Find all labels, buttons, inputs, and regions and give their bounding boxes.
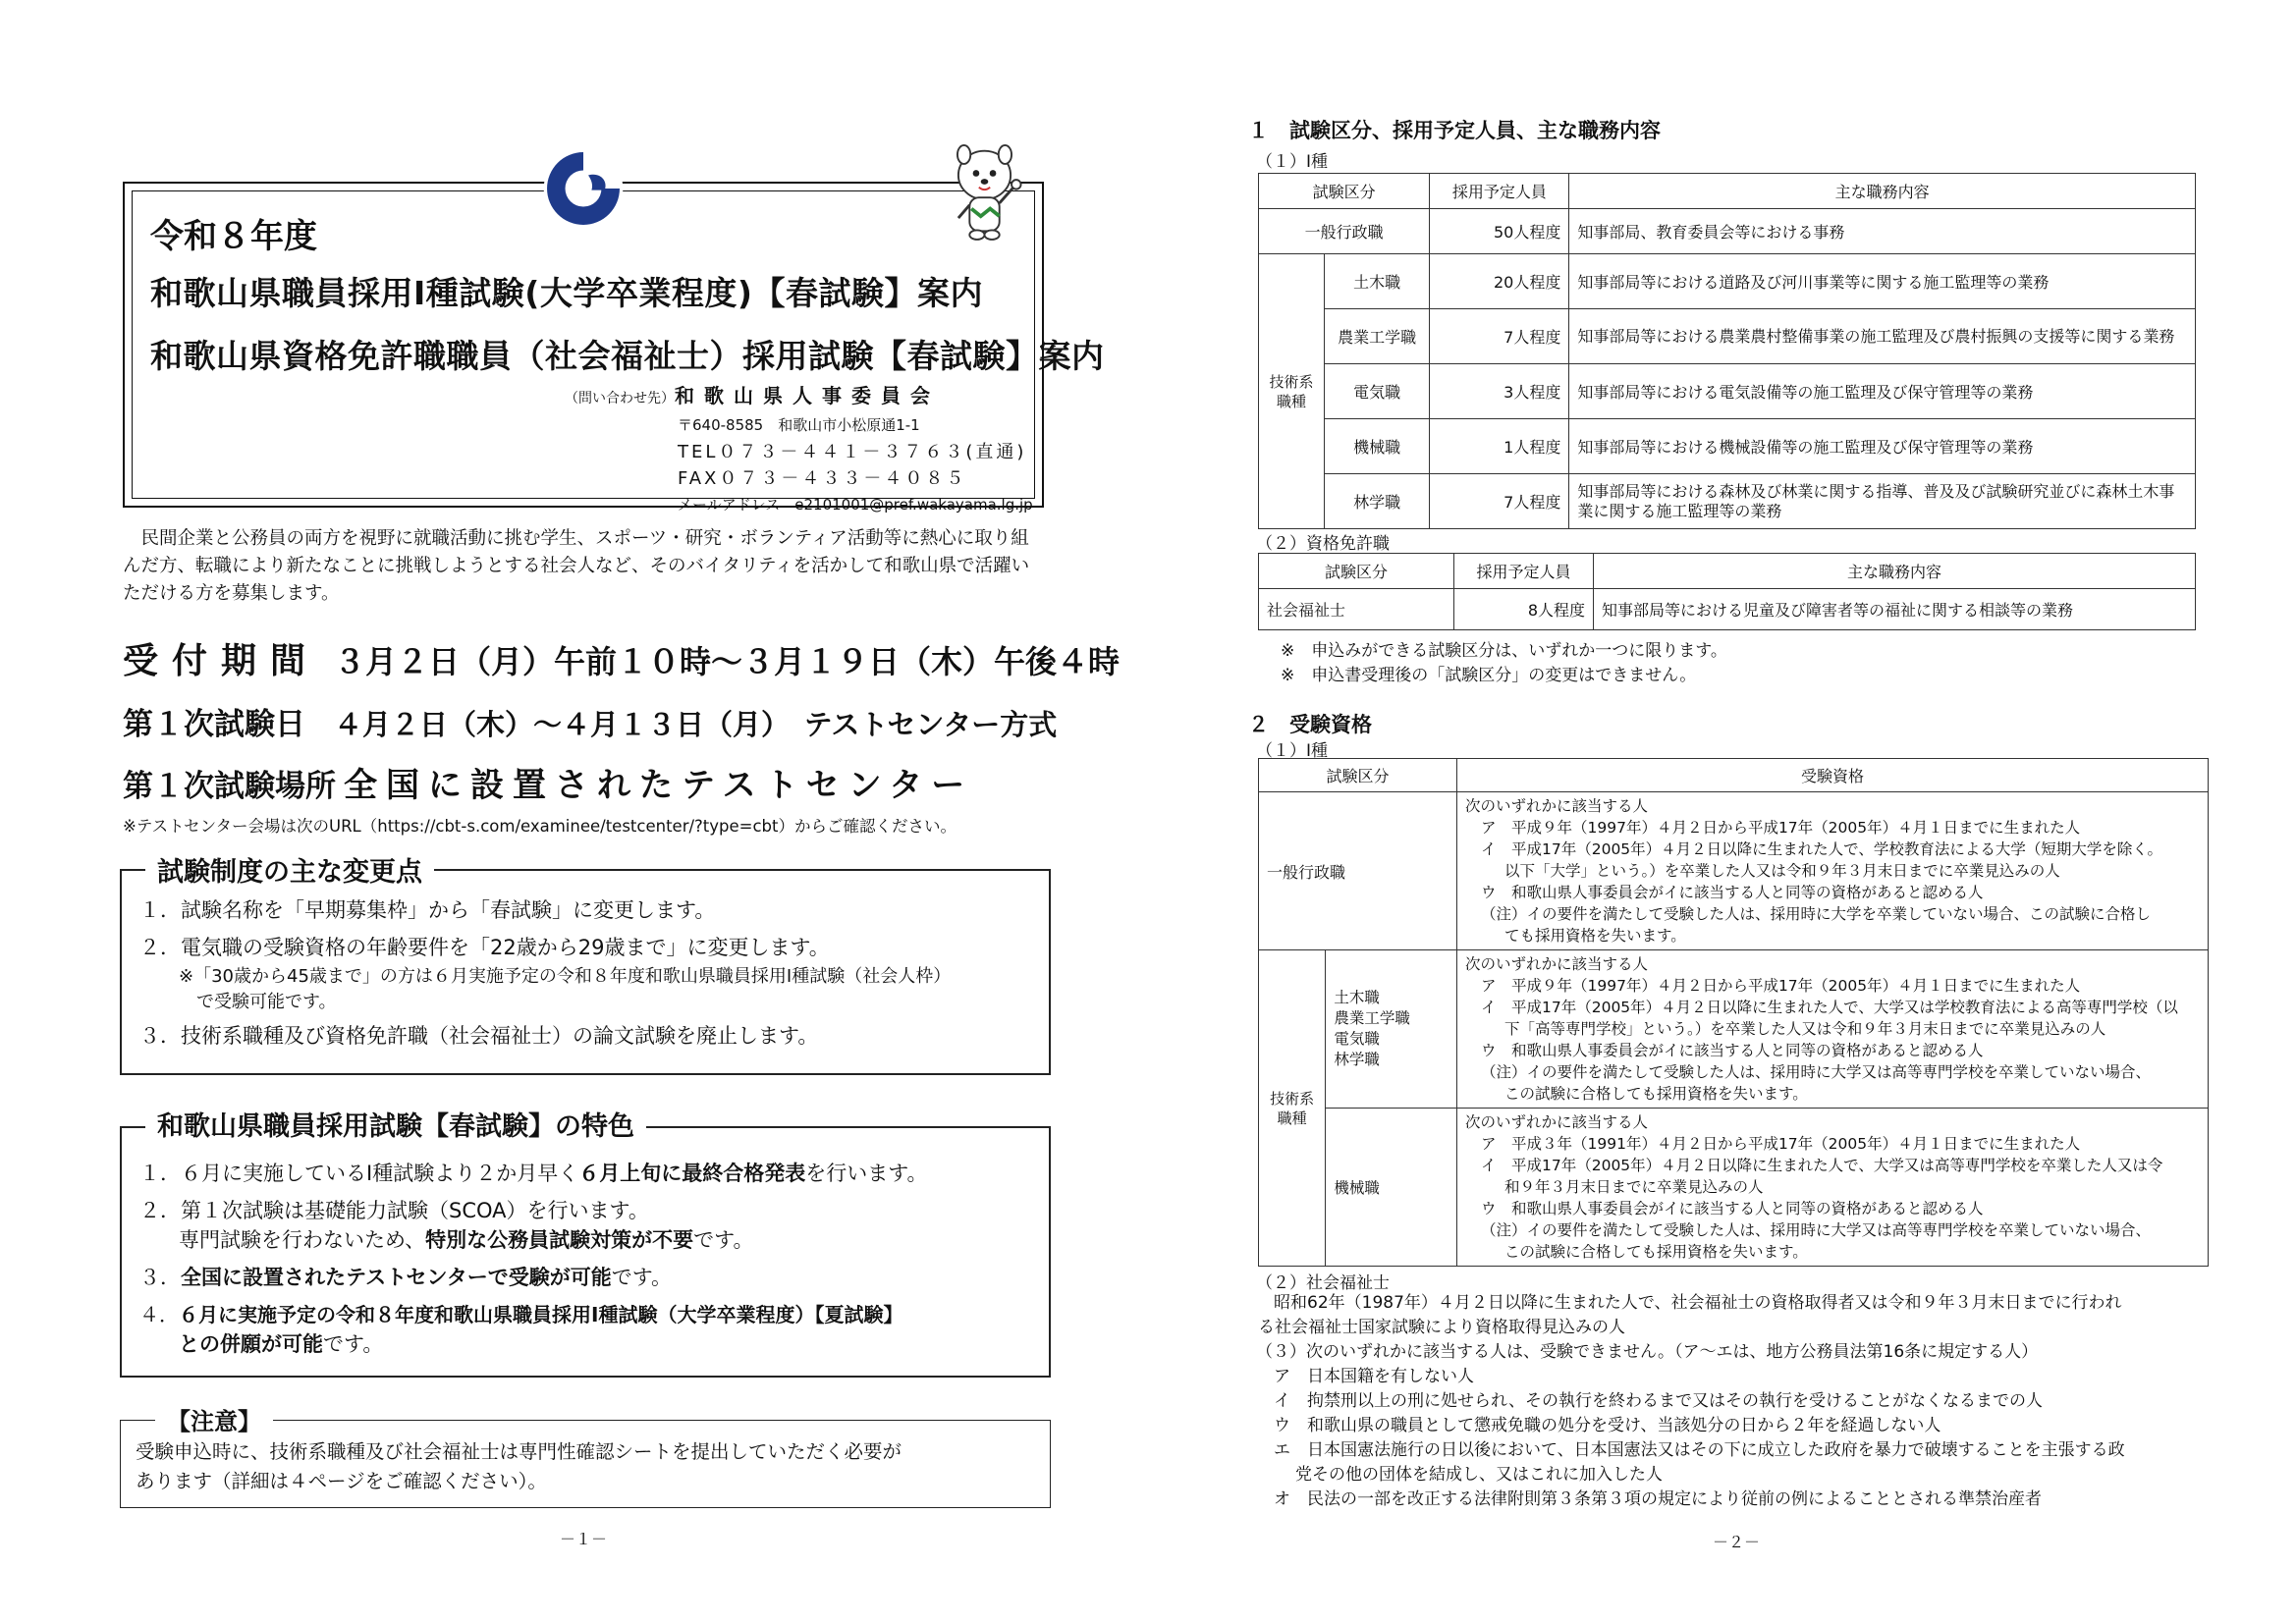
table-row: 農業工学職 7人程度 知事部局等における農業農村整備事業の施工監理及び農村振興の支援等に関する業務 [1259, 309, 2196, 364]
contact-label: （問い合わせ先） [565, 391, 675, 406]
t1-header-number: 採用予定人員 [1430, 174, 1569, 209]
title-year: 令和８年度 [150, 217, 317, 256]
feature-item-4-cont: との併願が可能です。 [179, 1332, 384, 1356]
disq-item: ア 日本国籍を有しない人 [1274, 1367, 1474, 1386]
section-2-title: ２ 受験資格 [1248, 713, 1372, 736]
first-exam-place-label: 第１次試験場所 [123, 769, 336, 804]
table-qualifications: 試験区分 受験資格 一般行政職 次のいずれかに該当する人 ア 平成９年（1997年）４月２日から平成17年（2005年）４月１日までに生まれた人 イ 平成17年（2005年）４月２日以降に生まれた人で、学校教育法による大学（短期大学を除く。 以下「大学」という。）を卒業した人又は令和９年３月末日までに卒業見込みの人 ウ 和歌山県人事委員会がイに該当する人と同等の資格があると認める人 （注）イの要件を満たして受験した人は、採用時に大学を卒業していない場合、この試験に合格し ても採用資格を失います。 技術系職種 土木職 農業工学職 電気職 林学職 次のいずれかに該当する人 ア 平成９年（1997年）４月２日から平成17年（2005年）４月１日までに生まれた人 イ 平成17年（2005年）４月２日以降に生まれた人で、大学又は学校教育法による高等専門学校（以 下「高等専門学校」という。）を卒業した人又は令和９年３月末日までに卒業見込みの人 ウ 和歌山県人事委員会がイに該当する人と同等の資格があると認める人 （注）イの要件を満たして受験した人は、採用時に大学又は高等専門学校を卒業していない場合、 この試験に合格しても採用資格を失います。 機械職 次のいずれかに該当する人 ア 平成３年（1991年）４月２日から平成17年（2005年）４月１日までに生まれた人 イ 平成17年（2005年）４月２日以降に生まれた人で、大学又は高等専門学校を卒業した人又は令 和９年３月末日までに卒業見込みの人 ウ 和歌山県人事委員会がイに該当する人と同等の資格があると認める人 （注）イの要件を満たして受験した人は、採用時に大学又は高等専門学校を卒業していない場合、 この試験に合格しても採用資格を失います。 [1258, 758, 2209, 1267]
table-row: 機械職 次のいずれかに該当する人 ア 平成３年（1991年）４月２日から平成17年（2005年）４月１日までに生まれた人 イ 平成17年（2005年）４月２日以降に生まれた人で、大学又は高等専門学校を卒業した人又は令 和９年３月末日までに卒業見込みの人 ウ 和歌山県人事委員会がイに該当する人と同等の資格があると認める人 （注）イの要件を満たして受験した人は、採用時に大学又は高等専門学校を卒業していない場合、 この試験に合格しても採用資格を失います。 [1259, 1109, 2209, 1267]
table-row: 林学職 7人程度 知事部局等における森林及び林業に関する指導、普及及び試験研究並びに森林土木事業に関する施工監理等の業務 [1259, 474, 2196, 529]
table-row: 機械職 1人程度 知事部局等における機械設備等の施工監理及び保守管理等の業務 [1259, 419, 2196, 474]
reception-period [123, 633, 1120, 683]
disq-item: エ 日本国憲法施行の日以後において、日本国憲法又はその下に成立した政府を暴力で破壊することを主張する政 [1274, 1440, 2125, 1460]
table-row: 技術系職種 土木職 20人程度 知事部局等における道路及び河川事業等に関する施工監理等の業務 [1259, 254, 2196, 309]
social-worker-qual-1: 昭和62年（1987年）４月２日以降に生まれた人で、社会福祉士の資格取得者又は令和９年３月末日までに行われ [1274, 1293, 2122, 1313]
subsection-qual-type1: （１）Ⅰ種 [1256, 741, 1329, 761]
subsection-license: （２）資格免許職 [1256, 534, 1390, 554]
reception-value: ３月２日（月）午前１０時～３月１９日（木）午後４時 [334, 643, 1121, 680]
t1-tech-group: 技術系職種 [1259, 254, 1325, 529]
page-number-2: －２－ [1713, 1533, 1761, 1551]
table-license-positions: 試験区分 採用予定人員 主な職務内容 社会福祉士 8人程度 知事部局等における児童及び障害者等の福祉に関する相談等の業務 [1258, 553, 2196, 630]
disqualification-heading: （３）次のいずれかに該当する人は、受験できません。（ア～エは、地方公務員法第16条に規定する人） [1256, 1342, 2039, 1362]
subsection-type1: （１）Ⅰ種 [1256, 152, 1329, 172]
feature-item-1: １．６月に実施しているⅠ種試験より２か月早く６月上旬に最終合格発表を行います。 [139, 1162, 928, 1185]
page-number-1: －１－ [560, 1530, 608, 1548]
test-center-url-note[interactable]: ※テストセンター会場は次のURL（https://cbt-s.com/examinee/testcenter/?type=cbt）からご確認ください。 [123, 817, 957, 836]
apply-note-1: ※ 申込みができる試験区分は、いずれか一つに限ります。 [1281, 641, 1727, 661]
disq-item-cont: 党その他の団体を結成し、又はこれに加入した人 [1295, 1465, 1663, 1485]
first-exam-date [123, 699, 1057, 743]
table-row: 技術系職種 土木職 農業工学職 電気職 林学職 次のいずれかに該当する人 ア 平成９年（1997年）４月２日から平成17年（2005年）４月１日までに生まれた人 イ 平成17年（2005年）４月２日以降に生まれた人で、大学又は学校教育法による高等専門学校（以 下「高等専門学校」という。）を卒業した人又は令和９年３月末日までに卒業見込みの人 ウ 和歌山県人事委員会がイに該当する人と同等の資格があると認める人 （注）イの要件を満たして受験した人は、採用時に大学又は高等専門学校を卒業していない場合、 この試験に合格しても採用資格を失います。 [1259, 950, 2209, 1109]
feature-item-2-cont: 専門試験を行わないため、特別な公務員試験対策が不要です。 [179, 1228, 754, 1252]
table-row: 一般行政職 50人程度 知事部局、教育委員会等における事務 [1259, 209, 2196, 254]
table-row: 電気職 3人程度 知事部局等における電気設備等の施工監理及び保守管理等の業務 [1259, 364, 2196, 419]
contact-org: 和歌山県人事委員会 [675, 384, 940, 407]
change-item-2-note-cont: で受験可能です。 [196, 992, 337, 1012]
note-text-1: 受験申込時に、技術系職種及び社会福祉士は専門性確認シートを提出していただく必要が [136, 1440, 902, 1463]
page-2 [1148, 0, 2296, 1623]
contact-block [565, 383, 1033, 518]
title-line-1: 和歌山県職員採用Ⅰ種試験(大学卒業程度)【春試験】案内 [150, 274, 983, 312]
intro-paragraph: 民間企業と公務員の両方を視野に就職活動に挑む学生、スポーツ・研究・ボランティア活動等に熱心に取り組んだ方、転職により新たなことに挑戦しようとする社会人など、そのバイタリティを活かして和歌山県で活躍いただける方を募集します。 [123, 528, 1030, 604]
contact-fax: FAX０７３－４３３－４０８５ [678, 468, 967, 489]
features-title: 和歌山県職員採用試験【春試験】の特色 [145, 1105, 646, 1143]
note-title: 【注意】 [155, 1402, 273, 1436]
note-text-2: あります（詳細は４ページをご確認ください）。 [136, 1470, 547, 1492]
t1-header-duty: 主な職務内容 [1569, 174, 2196, 209]
change-item-3: ３．技術系職種及び資格免許職（社会福祉士）の論文試験を廃止します。 [139, 1024, 819, 1048]
title-line-2: 和歌山県資格免許職職員（社会福祉士）採用試験【春試験】案内 [150, 337, 1105, 375]
disq-item: イ 拘禁刑以上の刑に処せられ、その執行を終わるまで又はその執行を受けることがなくなるまでの人 [1274, 1391, 2044, 1411]
change-item-2-note: ※「30歳から45歳まで」の方は６月実施予定の令和８年度和歌山県職員採用Ⅰ種試験（社会人枠） [179, 966, 952, 987]
table-type1-positions [1258, 173, 2196, 529]
social-worker-qual-2: る社会福祉士国家試験により資格取得見込みの人 [1258, 1318, 1625, 1337]
mascot-icon [938, 137, 1031, 245]
first-exam-place-value: 全国に設置されたテストセンター [344, 766, 974, 805]
first-exam-place [123, 758, 973, 806]
reception-label: 受付期間 [123, 641, 320, 681]
subsection-social-worker: （２）社会福祉士 [1256, 1273, 1390, 1293]
first-exam-value: ４月２日（木）～４月１３日（月） テストセンター方式 [334, 708, 1058, 741]
contact-mail[interactable]: メールアドレス e2101001@pref.wakayama.lg.jp [678, 496, 1033, 514]
contact-tel: TEL０７３－４４１－３７６３(直通) [678, 442, 1027, 462]
disq-item: ウ 和歌山県の職員として懲戒免職の処分を受け、当該処分の日から２年を経過しない人 [1274, 1416, 1941, 1435]
change-item-1: １．試験名称を「早期募集枠」から「春試験」に変更します。 [139, 898, 716, 922]
t1-header-category: 試験区分 [1259, 174, 1430, 209]
table-row: 一般行政職 次のいずれかに該当する人 ア 平成９年（1997年）４月２日から平成17年（2005年）４月１日までに生まれた人 イ 平成17年（2005年）４月２日以降に生まれた人で、学校教育法による大学（短期大学を除く。 以下「大学」という。）を卒業した人又は令和９年３月末日までに卒業見込みの人 ウ 和歌山県人事委員会がイに該当する人と同等の資格があると認める人 （注）イの要件を満たして受験した人は、採用時に大学を卒業していない場合、この試験に合格し ても採用資格を失います。 [1259, 792, 2209, 950]
feature-item-4: ４．６月に実施予定の令和８年度和歌山県職員採用Ⅰ種試験（大学卒業程度）【夏試験】 [139, 1303, 903, 1326]
change-item-2: ２．電気職の受験資格の年齢要件を「22歳から29歳まで」に変更します。 [139, 936, 830, 959]
feature-item-3: ３．全国に設置されたテストセンターで受験が可能です。 [139, 1266, 673, 1289]
wakayama-emblem-icon [542, 147, 625, 230]
t3-tech-group: 技術系職種 [1259, 950, 1326, 1267]
apply-note-2: ※ 申込書受理後の「試験区分」の変更はできません。 [1281, 666, 1697, 685]
section-1-title: １ 試験区分、採用予定人員、主な職務内容 [1248, 119, 1661, 142]
feature-item-2: ２．第１次試験は基礎能力試験（SCOA）を行います。 [139, 1199, 649, 1222]
first-exam-label: 第１次試験日 [123, 707, 305, 742]
changes-title: 試験制度の主な変更点 [145, 850, 434, 889]
table-row: 社会福祉士 8人程度 知事部局等における児童及び障害者等の福祉に関する相談等の業務 [1259, 589, 2196, 630]
contact-address: 〒640-8585 和歌山市小松原通1-1 [678, 416, 920, 434]
title-box [123, 182, 1105, 514]
disq-item: オ 民法の一部を改正する法律附則第３条第３項の規定により従前の例によることとされる準禁治産者 [1274, 1489, 2042, 1509]
